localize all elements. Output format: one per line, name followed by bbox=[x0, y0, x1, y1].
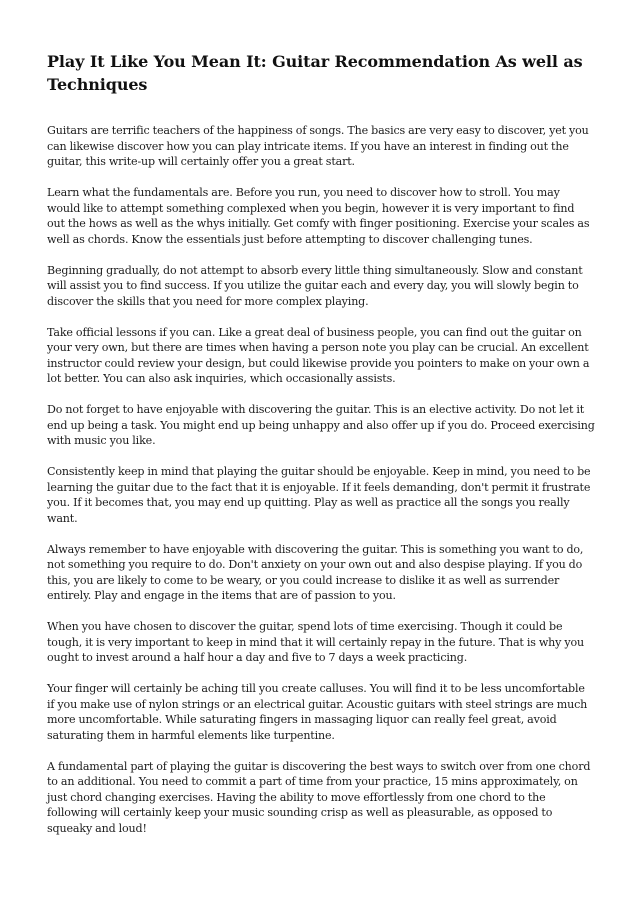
paragraph-8: When you have chosen to discover the guitar, spend lots of time exercising. Though it could be tough, it is very important to keep in mind that it will certainly repay in the future. That is why you ought to invest around a half hour a day and five to 7 days a week practicing. bbox=[47, 620, 585, 665]
paragraph-6: Consistently keep in mind that playing the guitar should be enjoyable. Keep in mind, you need to be learning the guitar due to the fact that it is enjoyable. If it feels demanding, don't permit it frustrate you. If it becomes that, you may end up quitting. Play as well as practice all the songs you really want. bbox=[47, 465, 591, 525]
paragraph-3: Beginning gradually, do not attempt to absorb every little thing simultaneously. Slow and constant will assist you to find success. If you utilize the guitar each and every day, you will slowly begin to discover the skills that you need for more complex playing. bbox=[47, 263, 583, 308]
paragraph-1: Guitars are terrific teachers of the happiness of songs. The basics are very easy to discover, yet you can likewise discover how you can play intricate items. If you have an interest in finding out the guitar, this write-up will certainly offer you a great start. bbox=[47, 124, 589, 169]
paragraph-4: Take official lessons if you can. Like a great deal of business people, you can find out the guitar on your very own, but there are times when having a person note you play can be crucial. An excellent instructor could review your design, but could likewise provide you pointers to make on your own a lot better. You can also ask inquiries, which occasionally assists. bbox=[47, 325, 590, 386]
paragraph-7: Always remember to have enjoyable with discovering the guitar. This is something you want to do, not something you require to do. Don't anxiety on your own out and also despise playing. If you do this, you are likely to come to be weary, or you could increase to dislike it as well as surrender entirely. Play and engage in the items that are of passion to you. bbox=[47, 542, 584, 603]
document-title: Play It Like You Mean It: Guitar Recommendation As well as Techniques bbox=[47, 52, 583, 94]
paragraph-5: Do not forget to have enjoyable with discovering the guitar. This is an elective activity. Do not let it end up being a task. You might end up being unhappy and also offer up if you do. Proceed exercising with music you like. bbox=[47, 403, 595, 448]
paragraph-2: Learn what the fundamentals are. Before you run, you need to discover how to stroll. You may would like to attempt something complexed when you begin, however it is very important to find out the hows as well as the whys initially. Get comfy with finger positioning. Exercise your scales as well as chords. Know the essentials just before attempting to discover challenging tunes. bbox=[47, 185, 590, 246]
document-page bbox=[47, 50, 595, 852]
paragraph-9: Your finger will certainly be aching till you create calluses. You will find it to be less uncomfortable if you make use of nylon strings or an electrical guitar. Acoustic guitars with steel strings are much more uncomfortable. While saturating fingers in massaging liquor can really feel great, avoid saturating them in harmful elements like turpentine. bbox=[47, 682, 588, 742]
paragraph-10: A fundamental part of playing the guitar is discovering the best ways to switch over from one chord to an additional. You need to commit a part of time from your practice, 15 mins approximately, on just chord changing exercises. Having the ability to move effortlessly from one chord to the following will certainly keep your music sounding crisp as well as pleasurable, as opposed to squeaky and loud! bbox=[47, 759, 591, 836]
